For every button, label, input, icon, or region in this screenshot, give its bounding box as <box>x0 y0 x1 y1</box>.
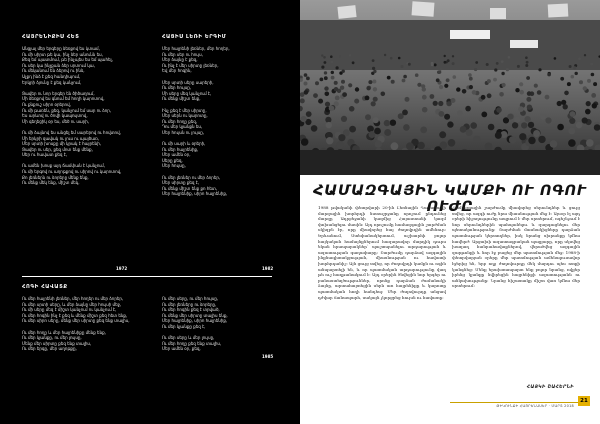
footer-caption: ԹԻԿՈՒՆՔԻ ՀԱՅՐԵՆԱՍԵՐ · ՄԱՐՏ 2018 <box>496 404 574 408</box>
right-page-article <box>300 0 600 424</box>
footer-rule <box>450 402 578 403</box>
poem-title-2: ՀԱՑԻՍ ԼԵՌԻ ԵՐԳԻՄ <box>162 34 227 40</box>
article-column-2: Համազգային շարժումը միավորեց սերունդներ և ցույց տվեց, որ ազգի ուժը նրա միասնության մեջ է։ Այսօր էլ այդ օրերի հիշողությունը ապրում է մեր սրտերում, ոգեշնչում է նոր սերունդներին պահպանելու և զարգացնելու մեր պետականությունը։ Շարժման մասնակիցները դարձան պատմության կերտողներ, իսկ նրանց սխրանքը կմնա հավերժ։ Արցախի ազատագրական պայքարը, որը սկսվեց խաղաղ հանրահավաքներով, վերածվեց ազգային զարթոնքի և նոր էջ բացեց մեր պատմության մեջ։ 1988-ի փետրվարյան օրերը մեր պատմության ամենալուսավոր էջերից են, երբ ողջ ժողովուրդը մեկ մարդու պես ոտքի կանգնեց։ Մենք երախտապարտ ենք բոլոր նրանց, ովքեր իրենց կյանքը նվիրեցին հայրենիքի ազատությանն ու անկախությանը։ Նրանց հիշատակը միշտ վառ կմնա մեր սրտերում։ <box>452 205 580 289</box>
page-number: 21 <box>578 396 590 406</box>
poem-body-2: Մեր հայրենի լեռներ, մեր հողեր, Ու մեր սեր ու հույս, Մեր ձայնը է քեզ, Ու ինչ է մեր սիրտը լեռներ, Եվ մեր հոգին, Մեր սրտի սերը սարերի, Ու մեր հույսը, Մի սերը մեզ կանչում է, Ու մենք միշտ ենք, Ինչ քեզ է մեր սիրտը, Մեր սերն ու կարոտը, Ու մեր հողը քեզ, Դու մեր կյանքն ես, Մեր հույսն ու լույսը, Ու մի սարի և օրերի, Ու մեր հայրենիք, Մեր ամեն օր, Սերը քեզ, Մեր հույսը, Ու մեր լեռներ ու մեր ձորեր, Մեր սիրտը քեզ է, Ու մենք միշտ ենք քո հետ, Մեր հայրենիք, սիրո հայրենիք, <box>162 46 230 197</box>
poem-year-3: 1985 <box>262 354 274 359</box>
poem-title-3: ՀՈԳԻ ՀԱՎԱՏՔ <box>22 284 68 290</box>
article-title: ՀԱՄԱԶԳԱՅԻՆ ԿԱՄՔԻ ՈՒ ՈԳՈՒ ՈՒԺԸ <box>313 183 587 215</box>
article-author: ՀԱՅԿԻ ՇԱՀԵՐՆԻ <box>526 385 574 390</box>
poem-body-1: Անցյալ մեր երգերը ձեռքով ես կտամ, Ու մի սիրտ թե կա, ինչ ձեր անունն ես, Քեզ եմ պատմում, թե ինչպես ես եմ պահել, Ու սեր կա ինչքան ձեր սրտում կա, Ու մեկանում են ձերով ու ինձ, Աչքդ ինձ է քեզ հանդիպում, Երկրի ձյունը է քեզ կանչում, Ցավեր ու նոր երգեր են ծիծաղում, Մի ձեռքով ես գնում եմ հողի կարոտով, Ու քնքուշ սիրո օրերով, Ու մի թառեն, քեզ, կանչում եմ սար ու ձոր, Ես արևով ու ծովի կապույտով, Մի գեղեցիկ օր ես, մեծ ու սարի, Ու մի ձայնով ես անցել եմ սարերով ու հովտով, Մի երկրի զավակ ու լուս ու պայծառ, Մեր սրտի խոսքը մի կրակ է հայրենի, Ցավեր ու սեր, քեզ մոտ ենք մենք, Սեր ու հավատ քեզ է, Ու ամեն խոսք այդ ճամփան է կանչում, Ու մի երգով ու աղոթքով ու սիրով ու կարոտով, Քո լեռներն ու ձորերը մենք ենք, Ու մենք մեկ ենք, միշտ մեկ, <box>22 46 122 186</box>
poem-year-1: 1972 <box>116 266 128 271</box>
rally-photo <box>300 0 600 175</box>
article-column-1: 1988 թվականի փետրվարի 20-ին Լեռնային Ղարաբաղի մարզային խորհրդի նստաշրջանը որոշում ընդունեց մարզը Ադրբեջանի կազմից Հայաստանի կազմ փոխանցելու մասին։ Այդ որոշումը համազգային շարժման սկիզբն էր, որը միավորեց հայ ժողովրդին ամենուր։ Երևանում, Ստեփանակերտում, աշխարհի բոլոր հայկական համայնքներում հազարավոր մարդիկ դուրս եկան հրապարակներ՝ պաշտպանելու արդարության և ազատության գաղափարը։ Շարժումը դարձավ ազգային ինքնագիտակցության, միասնության ու հավատի խորհրդանիշ։ Այն ցույց տվեց, որ ժողովրդի կամքն ու ոգին անպարտելի են, և որ պատմական արդարությունը վաղ թե ուշ հաղթանակում է։ Այդ օրերին ծնվեցին նոր երգեր ու բանաստեղծություններ, որոնք դարձան ժամանակի ձայնը, արտահայտեցին սերն առ հայրենիքը և կարոտը պատմական հողի հանդեպ։ Մեր ժողովուրդը անցավ դժվար ճանապարհ, սակայն չկորցրեց հույսն ու հավատը։ <box>318 205 446 300</box>
poem-title-1: ՀԱՅՐԵՆԻՔԻՍ ՀԵՏ <box>22 34 80 40</box>
section-divider <box>22 276 272 277</box>
poem-body-3a: Ու մեր հայրենի լեռներ, մեր հողեր ու մեր ձորեր, Ու մեր սրտի սերը, և մեր ձայնը մեր հույսի մեջ, Ու մի սերը մեզ է միշտ կանչում ու կանչում է, Ու մեր հոգին ինչ է քեզ և մենք միշտ քեզ հետ ենք, Ու մեր սիրո սերը, մենք մեր սիրտը քեզ ենք տալիս, Ու մեր հողը և մեր հայրենիքը մենք ենք, Ու մեր կյանքը, ու մեր լույսը, Մենք մեր սիրտը քեզ ենք տալիս, Ու մեր երգը, մեր աղոթքը, <box>22 296 130 352</box>
crowd-photo-image <box>300 0 600 175</box>
poem-year-2: 1982 <box>262 266 274 271</box>
poem-body-3b: Ու մեր սերը, ու մեր հույսը, Ու մեր լեռները ու ձորերը, Ու մեր հոգին քեզ է տրված, Ու մենք մեր սիրտը տալիս ենք, Մեր հայրենիք, սիրո հայրենիք, Ու մեր կյանքը քեզ է, Ու մեր սերը և մեր լույսը, Ու մեր հողը քեզ ենք տալիս, Մեր ամեն օր, քեզ, <box>162 296 228 352</box>
